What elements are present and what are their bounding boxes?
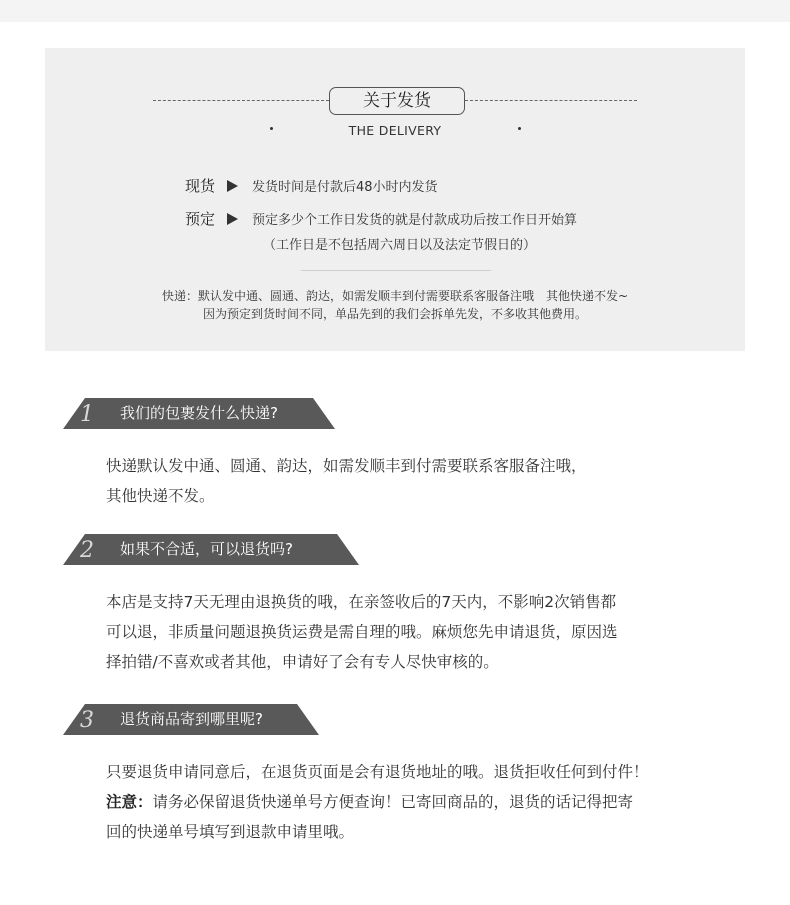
play-arrow-icon xyxy=(227,213,238,225)
faq-2-answer xyxy=(106,587,618,677)
faq-number: 2 xyxy=(80,538,94,563)
faq-question: 我们的包裹发什么快递? xyxy=(120,404,278,422)
faq-answer-line: 可以退，非质量问题退换货运费是需自理的哦。麻烦您先申请退货，原因选 xyxy=(106,623,618,641)
presale-note: （工作日是不包括周六周日以及法定节假日的） xyxy=(263,238,537,253)
faq-answer-line: 本店是支持7天无理由退换货的哦，在亲签收后的7天内，不影响2次销售都 xyxy=(106,593,617,611)
title-divider-right xyxy=(465,100,637,101)
note-label: 注意： xyxy=(106,793,153,811)
faq-answer-line: 快递默认发中通、圆通、韵达，如需发顺丰到付需要联系客服备注哦， xyxy=(106,457,587,475)
faq-3-answer xyxy=(106,757,649,847)
panel-divider xyxy=(301,270,491,271)
top-strip xyxy=(0,0,790,22)
faq-answer-line: 择拍错/不喜欢或者其他，申请好了会有专人尽快审核的。 xyxy=(106,653,499,671)
faq-answer-line xyxy=(106,787,649,817)
subtitle-dot-right xyxy=(518,127,521,130)
in-stock-label: 现货 xyxy=(185,177,216,195)
faq-1-answer xyxy=(106,451,587,511)
faq-3-header xyxy=(63,704,319,735)
presale-label: 预定 xyxy=(185,210,216,228)
faq-answer-line: 其他快递不发。 xyxy=(106,487,215,505)
in-stock-text: 发货时间是付款后48小时内发货 xyxy=(252,180,438,195)
faq-2-header xyxy=(63,534,359,565)
express-info-line2: 因为预定到货时间不同，单品先到的我们会拆单先发，不多收其他费用。 xyxy=(202,307,587,321)
presale-row xyxy=(185,208,577,229)
faq-number: 1 xyxy=(80,402,94,427)
in-stock-row xyxy=(185,175,438,196)
title-divider-left xyxy=(153,100,329,101)
faq-question: 退货商品寄到哪里呢? xyxy=(120,710,263,728)
faq-1-header xyxy=(63,398,335,429)
faq-number: 3 xyxy=(80,708,94,733)
express-info-line1: 快递：默认发中通、圆通、韵达，如需发顺丰到付需要联系客服备注哦 其他快递不发~ xyxy=(161,289,629,303)
delivery-panel xyxy=(45,48,745,351)
faq-answer-line: 回的快递单号填写到退款申请里哦。 xyxy=(106,823,355,841)
faq-answer-line: 只要退货申请同意后，在退货页面是会有退货地址的哦。退货拒收任何到付件！ xyxy=(106,763,649,781)
delivery-subtitle: THE DELIVERY xyxy=(348,123,442,138)
play-arrow-icon xyxy=(227,180,238,192)
note-text: 请务必保留退货快递单号方便查询！已寄回商品的，退货的话记得把寄 xyxy=(152,793,634,811)
faq-question: 如果不合适，可以退货吗? xyxy=(120,540,293,558)
delivery-title: 关于发货 xyxy=(329,87,465,115)
presale-text: 预定多少个工作日发货的就是付款成功后按工作日开始算 xyxy=(252,213,578,228)
